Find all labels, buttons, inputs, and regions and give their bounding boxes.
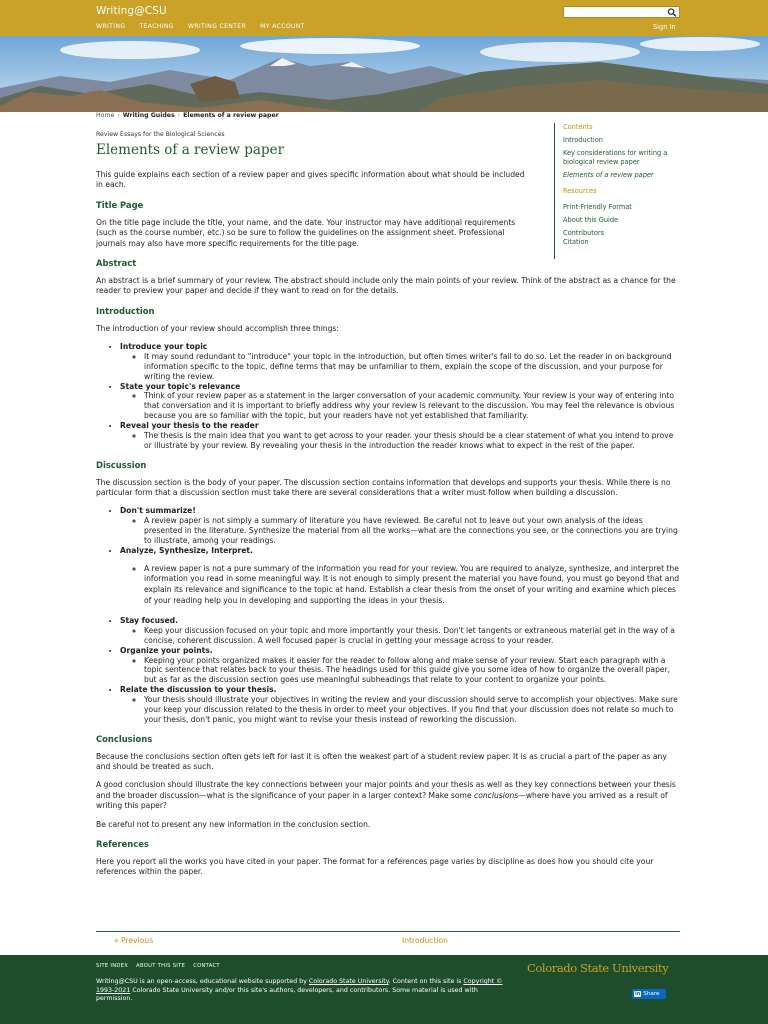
sidebar-resources-heading: Resources: [563, 187, 597, 196]
list-item-detail: ◦ Think of your review paper as a statement in the larger conversation of your academic community. Your review is your way of entering into that conversation and it is important to briefly address why your review is relevant to the discussion. You may feel the relevance is obvious because you are so familiar with the topic, but your readers have not yet established that familiarity.: [144, 391, 682, 421]
breadcrumb-writing-guides[interactable]: Writing Guides: [122, 112, 175, 119]
list-item: • Reveal your thesis to the reader ◦ The thesis is the main idea that you want to get across to your reader. your thesis should be a clear statement of what you intend to prove or illustrate by your review. By revealing your thesis in the introduction the reader knows what to expect in the rest of the paper.: [120, 421, 682, 451]
references-paragraph: Here you report all the works you have cited in your paper. The format for a references page varies by discipline as does how you should cite your references within the paper.: [96, 856, 654, 877]
guide-kicker: Review Essays for the Biological Sciences: [96, 131, 225, 138]
sidebar-contents-heading: Contents: [563, 123, 593, 131]
sidebar-item-introduction[interactable]: Introduction: [563, 135, 603, 144]
list-item-detail: ◦ It may sound redundant to "introduce" your topic in the introduction, but often times writer's fail to do so. Let the reader in on background information specific to the topic, define terms that may be unfamiliar to them, explain the scope of the discussion, and your purpose for writing the review.: [144, 352, 682, 382]
linkedin-icon: in: [635, 991, 641, 997]
list-item-detail: ◦ Keep your discussion focused on your topic and more importantly your thesis. Don't let tangents or extraneous material get in the way of a concise, coherent discussion. A well focused paper is crucial in getting your message across to your reader.: [144, 626, 682, 646]
nav-teaching[interactable]: TEACHING: [139, 23, 174, 30]
sign-in-link[interactable]: Sign In: [653, 23, 676, 31]
conclusions-heading: Conclusions: [96, 733, 153, 744]
list-item-detail: ◦ Your thesis should illustrate your objectives in writing the review and your discussion should serve to accomplish your objectives. Make sure your keep your discussion related to the thesis in order to meet your objectives. If you find that your discussion does not relate so much to your thesis, don't panic, you might want to revise your thesis instead of reworking the discussion.: [144, 695, 682, 725]
breadcrumb: [96, 112, 279, 119]
next-page-link[interactable]: Introduction: [402, 936, 448, 945]
breadcrumb-separator: ›: [117, 112, 120, 119]
linkedin-share-button[interactable]: [632, 989, 666, 999]
site-header: [0, 0, 768, 36]
list-item: • Organize your points. ◦ Keeping your points organized makes it easier for the reader to follow along and make sense of your review. Start each paragraph with a topic sentence that relates back to your thesis. The headings used for this guide give you some idea of how to organize the overall paper, but as far as the discussion section goes use meaningful subheadings that relate to your content to organize your points.: [120, 646, 682, 685]
sidebar-item-about[interactable]: About this Guide: [563, 216, 619, 225]
sidebar-item-print[interactable]: Print-Friendly Format: [563, 203, 632, 212]
title-page-heading: Title Page: [96, 199, 144, 210]
search-icon[interactable]: [667, 8, 677, 17]
conclusions-paragraph: A good conclusion should illustrate the key connections between your major points and your thesis as well as they key connections between your thesis and the broader discussion—what is the significance of your paper in a larger context? Make some conclusions—where have you arrived as a result of writing this paper?: [96, 780, 676, 811]
breadcrumb-current: Elements of a review paper: [183, 112, 279, 119]
nav-writing[interactable]: WRITING: [96, 23, 126, 30]
sidebar-item-key-considerations[interactable]: Key considerations for writing a biological review paper: [563, 148, 668, 166]
site-footer: [0, 955, 768, 1024]
page-navigation: [96, 931, 680, 952]
list-item-detail: ◦ Keeping your points organized makes it easier for the reader to follow along and make sense of your review. Start each paragraph with a topic sentence that relates back to your thesis. The headings used for this guide give you some idea of how to organize the overall paper, but as far as the discussion section goes use meaningful subheadings that relate to your content to organize your points.: [144, 656, 682, 686]
list-item: • State your topic's relevance ◦ Think of your review paper as a statement in the larger conversation of your academic community. Your review is your way of entering into that conversation and it is important to briefly address why your review is relevant to the discussion. You may feel the relevance is obvious because you are so familiar with the topic, but your readers have not yet established that familiarity.: [120, 382, 682, 421]
page-title: Elements of a review paper: [96, 142, 285, 158]
abstract-paragraph: An abstract is a brief summary of your review. The abstract should include only the main points of your review. Think of the abstract as a chance for the reader to preview your paper and decide if they want to read on for the details.: [96, 275, 676, 296]
main-nav: [96, 23, 305, 30]
list-item-detail: ◦ A review paper is not a pure summary of the information you read for your review. You are required to analyze, synthesize, and interpret the information you read in some meaningful way. It is not enough to simply present the material you have found, you must go beyond that and explain its relevance and significance to the topic at hand. Establish a clear thesis from the onset of your writing and examine which pieces of your reading help you in developing and supporting the ideas in your thesis.: [144, 564, 682, 607]
csu-logo[interactable]: Colorado State University: [527, 961, 669, 975]
nav-my-account[interactable]: MY ACCOUNT: [260, 23, 305, 30]
list-item-detail: ◦ The thesis is the main idea that you want to get across to your reader. your thesis should be a clear statement of what you intend to prove or illustrate by your review. By revealing your thesis in the introduction the reader knows what to expect in the rest of the paper.: [144, 431, 682, 451]
nav-writing-center[interactable]: WRITING CENTER: [187, 23, 247, 30]
breadcrumb-separator: ›: [177, 112, 181, 119]
sidebar-item-citation[interactable]: Citation: [563, 238, 589, 247]
footer-csu-link[interactable]: Colorado State University: [308, 978, 389, 985]
discussion-list: [96, 506, 682, 606]
site-logo[interactable]: Writing@CSU: [96, 5, 167, 17]
sidebar-item-current: Elements of a review paper: [563, 170, 654, 179]
article: [96, 131, 682, 878]
introduction-heading: Introduction: [96, 305, 155, 316]
introduction-list: [96, 342, 682, 450]
list-item-detail: ◦ A review paper is not simply a summary of literature you have reviewed. Be careful not to leave out your own analysis of the ideas presented in the literature. Synthesize the material from all the works—what are the connections you see, or the connections you are trying to illustrate, among your readings.: [144, 516, 682, 546]
title-page-paragraph: On the title page include the title, your name, and the date. Your instructor may have additional requirements (such as the course number, etc.) so be sure to follow the guidelines on the assignment sheet. Professional journals may also have more specific requirements for the title page.: [96, 217, 516, 248]
mountain-banner-image: [0, 36, 768, 112]
footer-link-site-index[interactable]: SITE INDEX: [96, 963, 129, 969]
discussion-list-continued: [96, 616, 682, 724]
search-input[interactable]: [563, 6, 680, 18]
footer-notice: Writing@CSU is an open-access, educational website supported by Colorado State University. Content on this site is Copyright © 1993-2021 Colorado State University and/or this site's authors, developers, and contributors. Some material is used with permission.: [96, 978, 503, 1003]
list-item: • Introduce your topic ◦ It may sound redundant to "introduce" your topic in the introduction, but often times writer's fail to do so. Let the reader in on background information specific to the topic, define terms that may be unfamiliar to them, explain the scope of the discussion, and your purpose for writing the review.: [120, 342, 682, 381]
references-heading: References: [96, 838, 149, 849]
abstract-heading: Abstract: [96, 257, 137, 268]
sidebar-item-contributors[interactable]: Contributors: [563, 229, 605, 238]
footer-copyright-link[interactable]: Copyright © 1993-2021: [96, 978, 503, 994]
previous-page-link[interactable]: « Previous: [114, 936, 154, 945]
breadcrumb-home[interactable]: Home: [96, 112, 115, 119]
discussion-heading: Discussion: [96, 459, 147, 470]
list-item: • Relate the discussion to your thesis. ◦ Your thesis should illustrate your objectives in writing the review and your discussion should serve to accomplish your objectives. Make sure your keep your discussion related to the thesis in order to meet your objectives. If you find that your discussion does not relate so much to your thesis, don't panic, you might want to revise your thesis instead of reworking the discussion.: [120, 685, 682, 724]
share-label: Share: [643, 991, 660, 997]
footer-links: [96, 963, 220, 969]
introduction-paragraph: The introduction of your review should accomplish three things:: [96, 323, 339, 333]
list-item: • Analyze, Synthesize, Interpret. ◦ A review paper is not a pure summary of the information you read for your review. You are required to analyze, synthesize, and interpret the information you read in some meaningful way. It is not enough to simply present the material you have found, you must go beyond that and explain its relevance and significance to the topic at hand. Establish a clear thesis from the onset of your writing and examine which pieces of your reading help you in developing and supporting the ideas in your thesis.: [120, 546, 682, 606]
list-item: • Stay focused. ◦ Keep your discussion focused on your topic and more importantly your thesis. Don't let tangents or extraneous material get in the way of a concise, coherent discussion. A well focused paper is crucial in getting your message across to your reader.: [120, 616, 682, 646]
intro-paragraph: This guide explains each section of a review paper and gives specific information about what should be included in each.: [96, 170, 525, 190]
footer-link-about[interactable]: ABOUT THIS SITE: [136, 963, 186, 969]
conclusions-paragraph: Be careful not to present any new information in the conclusion section.: [96, 819, 371, 829]
discussion-paragraph: The discussion section is the body of your paper. The discussion section contains information that develops and supports your thesis. While there is no particular form that a discussion section must take there are several considerations that a writer must follow when building a discussion.: [96, 477, 671, 497]
list-item: • Don't summarize! ◦ A review paper is not simply a summary of literature you have reviewed. Be careful not to leave out your own analysis of the ideas presented in the literature. Synthesize the material from all the works—what are the connections you see, or the connections you are trying to illustrate, among your readings.: [120, 506, 682, 545]
conclusions-paragraph: Because the conclusions section often gets left for last it is often the weakest part of a student review paper. It is as crucial a part of the paper as any and should be treated as such.: [96, 751, 667, 771]
footer-link-contact[interactable]: CONTACT: [193, 963, 220, 969]
